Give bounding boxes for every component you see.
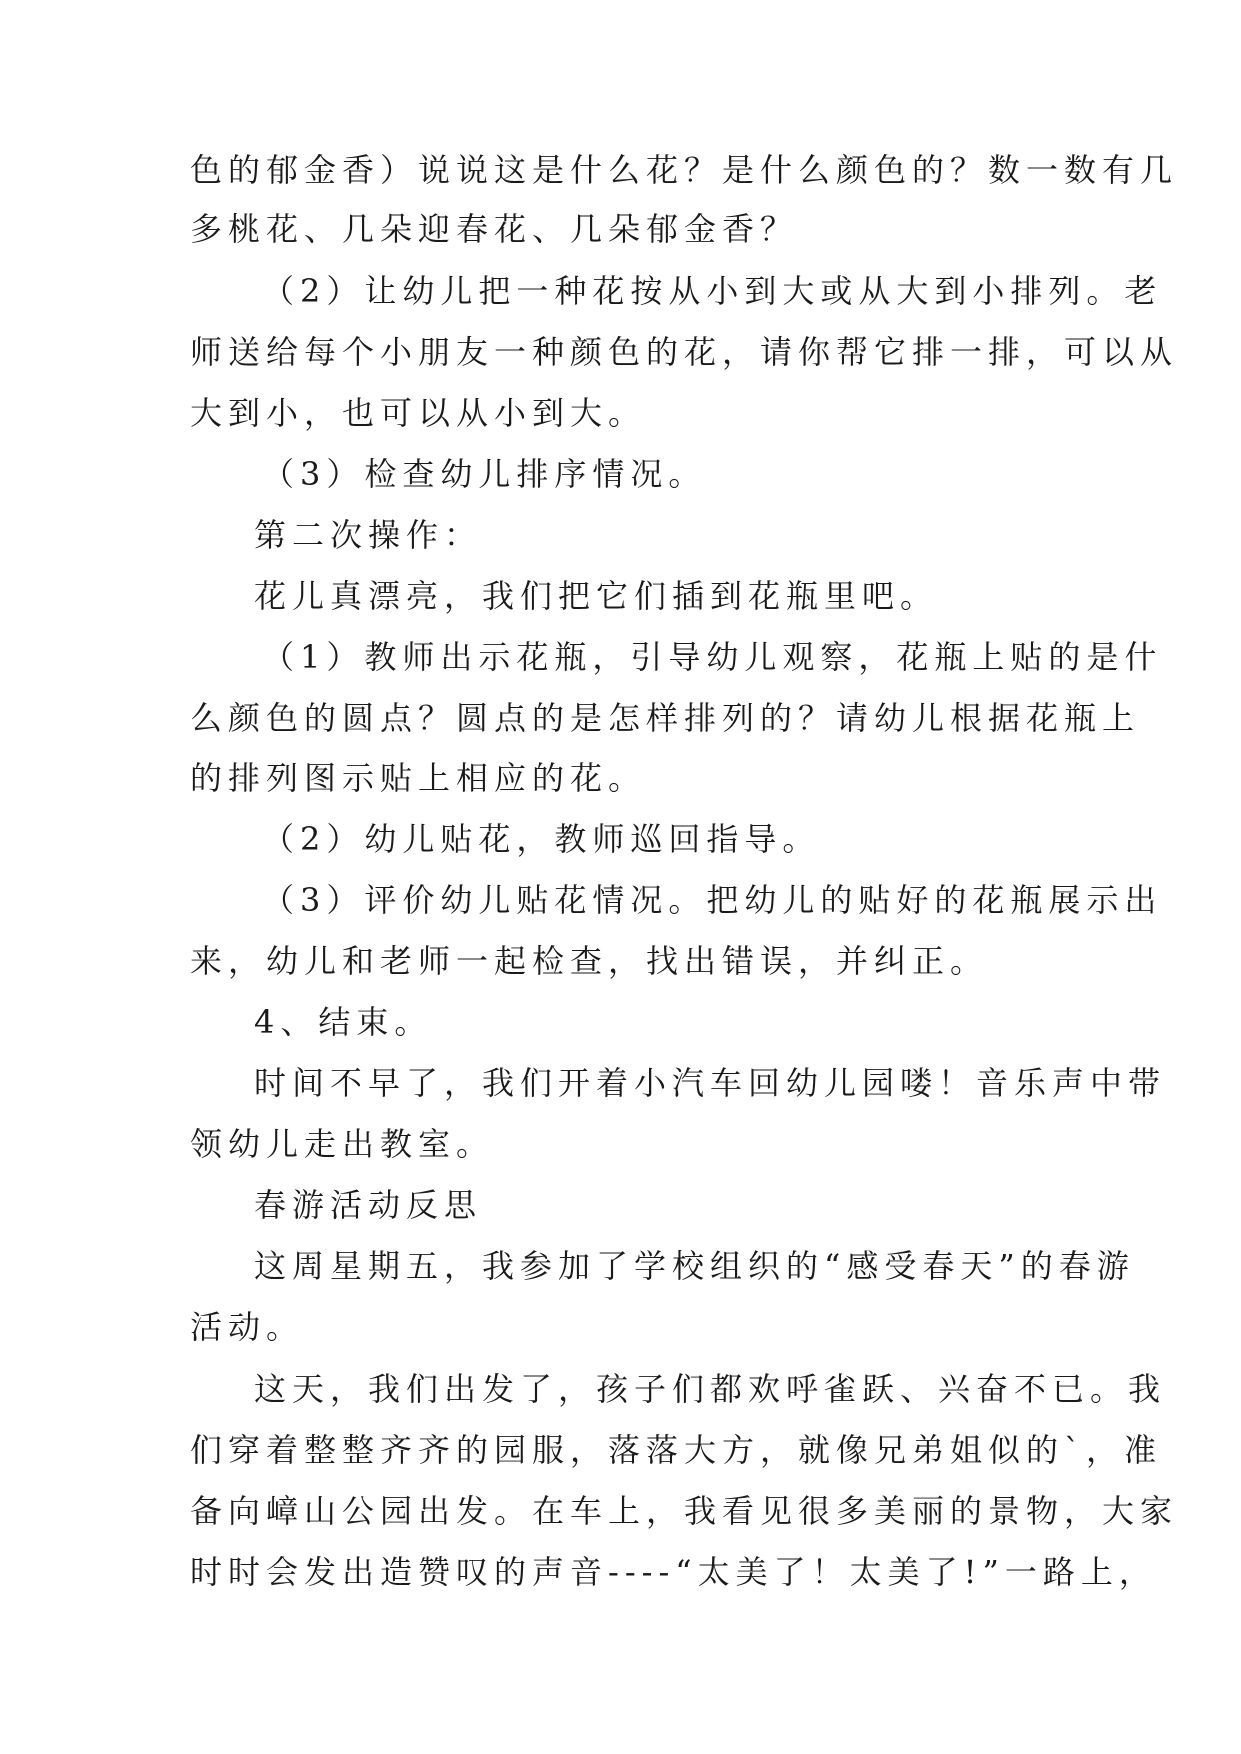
text-line: （2）幼儿贴花，教师巡回指导。 — [262, 820, 821, 858]
text-line: 4、结束。 — [254, 1003, 433, 1041]
text-line: 色的郁金香）说说这是什么花？是什么颜色的？数一数有几 — [190, 151, 1179, 189]
text-line: 来，幼儿和老师一起检查，找出错误，并纠正。 — [190, 942, 989, 980]
text-line: 时间不早了，我们开着小汽车回幼儿园喽！音乐声中带 — [254, 1064, 1167, 1102]
section-heading: 春游活动反思 — [254, 1186, 483, 1224]
text-line: 花儿真漂亮，我们把它们插到花瓶里吧。 — [254, 577, 939, 615]
text-line: 这周星期五，我参加了学校组织的“感受春天”的春游 — [254, 1247, 1135, 1285]
text-line: 么颜色的圆点？圆点的是怎样排列的？请幼儿根据花瓶上 — [190, 699, 1141, 737]
text-line: 时时会发出造赞叹的声音----“太美了！太美了!”一路上， — [190, 1553, 1157, 1591]
text-line: 第二次操作： — [254, 516, 483, 554]
text-line: 活动。 — [190, 1308, 305, 1346]
text-line: 备向嶂山公园出发。在车上，我看见很多美丽的景物，大家 — [190, 1492, 1179, 1530]
text-line: 们穿着整整齐齐的园服，落落大方，就像兄弟姐似的`，准 — [190, 1431, 1163, 1469]
text-line: 多桃花、几朵迎春花、几朵郁金香？ — [190, 210, 799, 248]
text-line: （2）让幼儿把一种花按从小到大或从大到小排列。老 — [262, 272, 1163, 310]
text-line: 领幼儿走出教室。 — [190, 1125, 495, 1163]
text-line: 这天，我们出发了，孩子们都欢呼雀跃、兴奋不已。我 — [254, 1370, 1167, 1408]
text-line: 大到小，也可以从小到大。 — [190, 394, 647, 432]
text-line: （3）检查幼儿排序情况。 — [262, 455, 707, 493]
text-line: （1）教师出示花瓶，引导幼儿观察，花瓶上贴的是什 — [262, 638, 1163, 676]
text-line: （3）评价幼儿贴花情况。把幼儿的贴好的花瓶展示出 — [262, 881, 1163, 919]
text-line: 的排列图示贴上相应的花。 — [190, 759, 647, 797]
text-line: 师送给每个小朋友一种颜色的花，请你帮它排一排，可以从 — [190, 333, 1179, 371]
